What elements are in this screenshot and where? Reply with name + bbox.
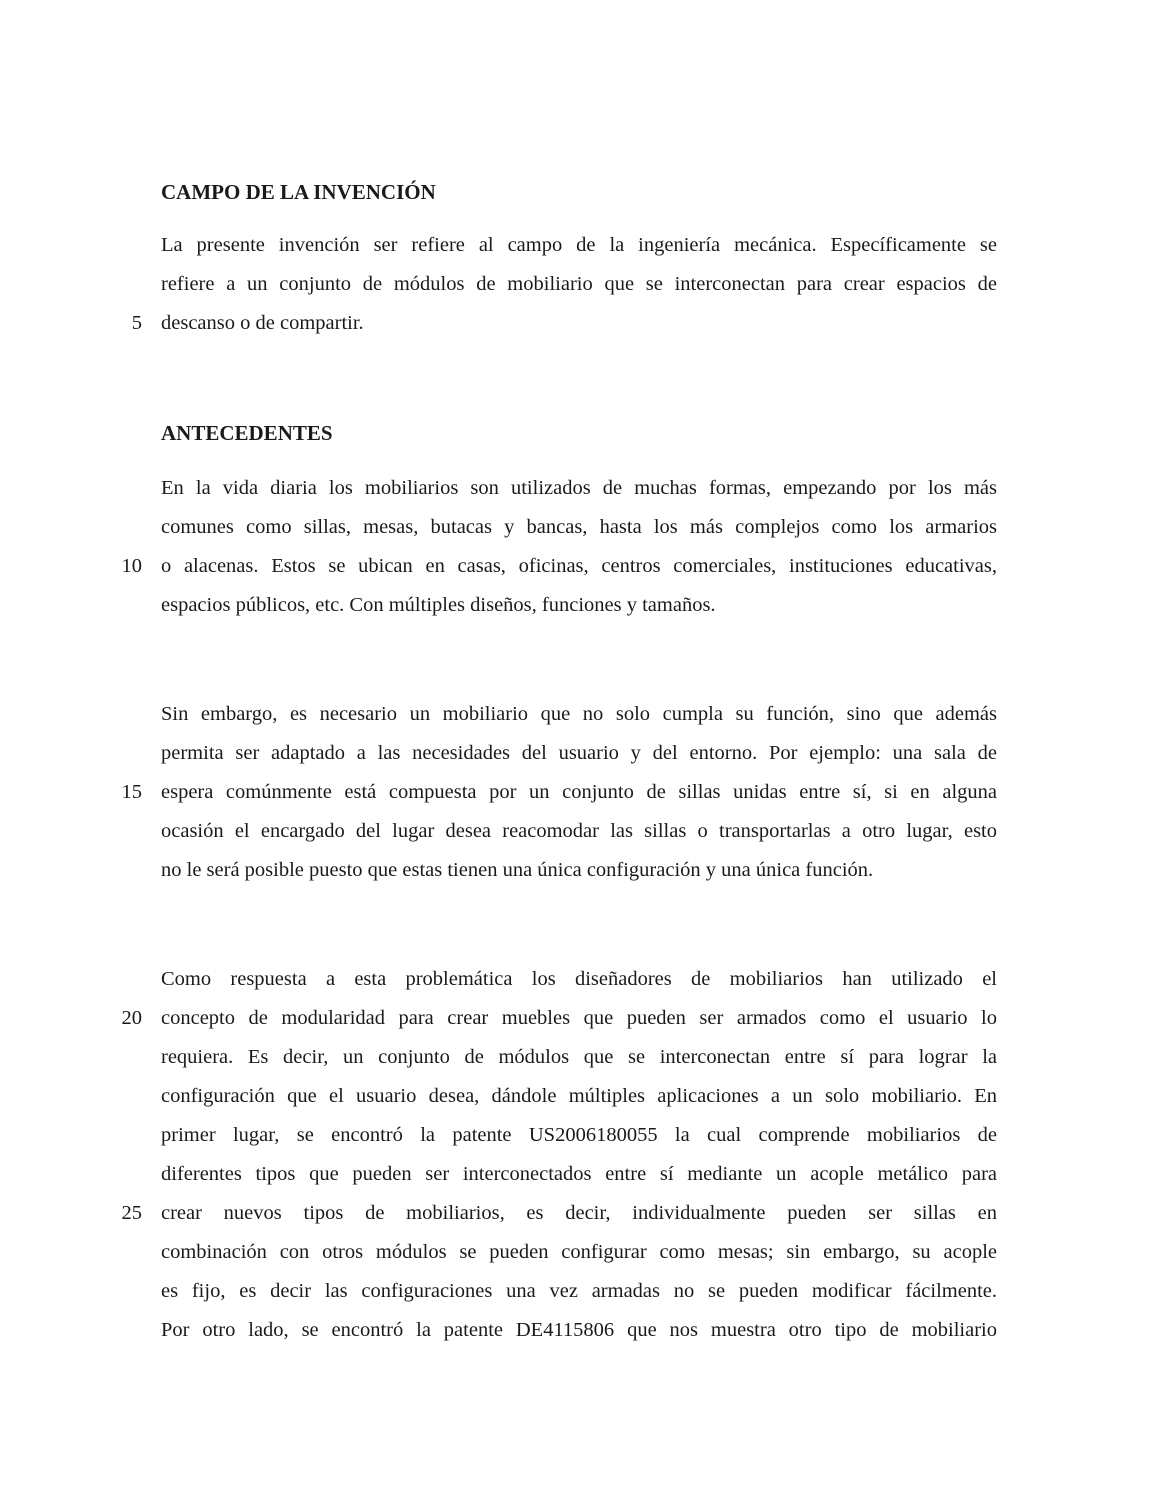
text-line: Por otro lado, se encontró la patente DE4115806 que nos muestra otro tipo de mobiliario — [161, 1319, 997, 1341]
line-number: 5 — [131, 312, 142, 334]
line-number: 15 — [121, 781, 142, 803]
line-number: 10 — [121, 555, 142, 577]
text-line: crear nuevos tipos de mobiliarios, es decir, individualmente pueden ser sillas en — [161, 1202, 997, 1224]
text-line: La presente invención ser refiere al campo de la ingeniería mecánica. Específicamente se — [161, 234, 997, 256]
text-line: comunes como sillas, mesas, butacas y bancas, hasta los más complejos como los armarios — [161, 516, 997, 538]
text-line: diferentes tipos que pueden ser interconectados entre sí mediante un acople metálico para — [161, 1163, 997, 1185]
text-line: configuración que el usuario desea, dándole múltiples aplicaciones a un solo mobiliario. En — [161, 1085, 997, 1107]
text-line: no le será posible puesto que estas tienen una única configuración y una única función. — [161, 859, 874, 881]
text-line: combinación con otros módulos se pueden configurar como mesas; sin embargo, su acople — [161, 1241, 997, 1263]
text-line: Sin embargo, es necesario un mobiliario que no solo cumpla su función, sino que además — [161, 703, 997, 725]
text-line: En la vida diaria los mobiliarios son utilizados de muchas formas, empezando por los más — [161, 477, 997, 499]
text-line: descanso o de compartir. — [161, 312, 364, 334]
line-number: 20 — [121, 1007, 142, 1029]
text-line: refiere a un conjunto de módulos de mobiliario que se interconectan para crear espacios de — [161, 273, 997, 295]
text-line: primer lugar, se encontró la patente US2006180055 la cual comprende mobiliarios de — [161, 1124, 997, 1146]
text-line: ocasión el encargado del lugar desea reacomodar las sillas o transportarlas a otro lugar, esto — [161, 820, 997, 842]
text-line: o alacenas. Estos se ubican en casas, oficinas, centros comerciales, instituciones educativas, — [161, 555, 997, 577]
text-line: permita ser adaptado a las necesidades del usuario y del entorno. Por ejemplo: una sala de — [161, 742, 997, 764]
text-line: requiera. Es decir, un conjunto de módulos que se interconectan entre sí para lograr la — [161, 1046, 997, 1068]
line-number: 25 — [121, 1202, 142, 1224]
text-line: Como respuesta a esta problemática los diseñadores de mobiliarios han utilizado el — [161, 968, 997, 990]
text-line: espera comúnmente está compuesta por un conjunto de sillas unidas entre sí, si en alguna — [161, 781, 997, 803]
text-line: es fijo, es decir las configuraciones una vez armadas no se pueden modificar fácilmente. — [161, 1280, 997, 1302]
section-heading-antecedentes: ANTECEDENTES — [161, 421, 333, 445]
section-heading-campo: CAMPO DE LA INVENCIÓN — [161, 180, 436, 204]
text-line: espacios públicos, etc. Con múltiples diseños, funciones y tamaños. — [161, 594, 716, 616]
text-line: concepto de modularidad para crear muebles que pueden ser armados como el usuario lo — [161, 1007, 997, 1029]
